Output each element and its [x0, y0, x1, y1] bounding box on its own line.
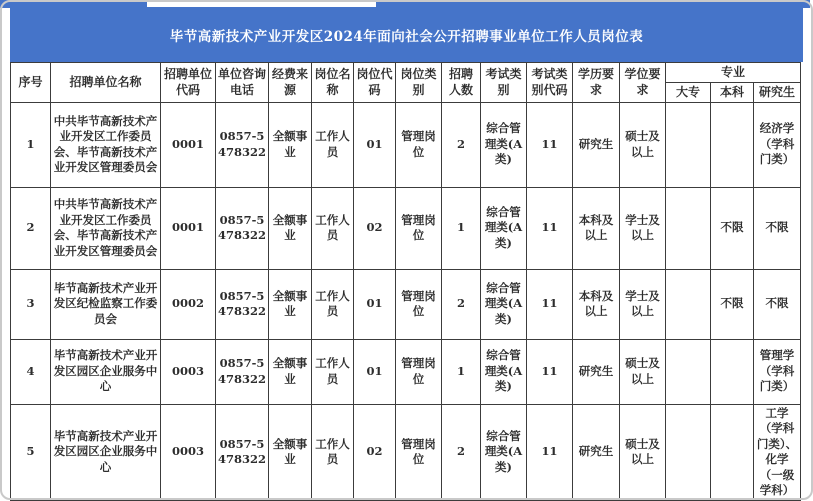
col-header-exam-code: 考试类别代码 — [527, 63, 573, 103]
positions-table — [10, 62, 801, 501]
col-header-headcount: 招聘人数 — [442, 63, 481, 103]
cell-phone: 0857-5478322 — [216, 339, 269, 404]
cell-funding: 全额事业 — [269, 187, 312, 269]
cell-headcount: 2 — [442, 269, 481, 339]
cell-exam-type: 综合管理类(A类) — [481, 339, 527, 404]
cell-major-associate — [666, 269, 711, 339]
col-header-unit-name: 招聘单位名称 — [51, 63, 161, 103]
cell-major-graduate: 工学（学科门类）、化学（一级学科） — [754, 404, 801, 500]
cell-major-associate — [666, 404, 711, 500]
cell-exam-code: 11 — [527, 269, 573, 339]
cell-headcount: 1 — [442, 187, 481, 269]
col-header-phone: 单位咨询电话 — [216, 63, 269, 103]
cell-funding: 全额事业 — [269, 269, 312, 339]
cell-major-bachelor — [711, 404, 754, 500]
cell-exam-type: 综合管理类(A类) — [481, 404, 527, 500]
cell-major-graduate: 经济学（学科门类） — [754, 102, 801, 187]
cell-degree: 硕士及以上 — [620, 102, 666, 187]
cell-unit-code: 0003 — [161, 339, 216, 404]
col-header-degree: 学位要求 — [620, 63, 666, 103]
cell-education: 研究生 — [573, 404, 620, 500]
cell-seq: 4 — [11, 339, 51, 404]
cell-funding: 全额事业 — [269, 339, 312, 404]
cell-exam-type: 综合管理类(A类) — [481, 269, 527, 339]
cell-headcount: 2 — [442, 404, 481, 500]
cell-degree: 学士及以上 — [620, 269, 666, 339]
col-header-major-bachelor: 本科 — [711, 82, 754, 102]
cell-major-graduate: 管理学（学科门类） — [754, 339, 801, 404]
cell-post-name: 工作人员 — [312, 102, 354, 187]
cell-major-associate — [666, 102, 711, 187]
cell-seq: 2 — [11, 187, 51, 269]
col-header-major-graduate: 研究生 — [754, 82, 801, 102]
cell-seq: 1 — [11, 102, 51, 187]
cell-post-code: 02 — [354, 187, 396, 269]
cell-unit-code: 0002 — [161, 269, 216, 339]
cell-exam-code: 11 — [527, 404, 573, 500]
cell-exam-code: 11 — [527, 187, 573, 269]
cell-education: 本科及以上 — [573, 269, 620, 339]
cell-unit-name: 中共毕节高新技术产业开发区工作委员会、毕节高新技术产业开发区管理委员会 — [51, 102, 161, 187]
cell-post-type: 管理岗位 — [396, 404, 442, 500]
table-row — [11, 339, 801, 404]
cell-unit-name: 毕节高新技术产业开发区园区企业服务中心 — [51, 339, 161, 404]
table-row — [11, 269, 801, 339]
table-row — [11, 102, 801, 187]
col-header-major-associate: 大专 — [666, 82, 711, 102]
col-header-seq: 序号 — [11, 63, 51, 103]
cell-degree: 学士及以上 — [620, 187, 666, 269]
cell-major-bachelor — [711, 339, 754, 404]
col-header-post-name: 岗位名称 — [312, 63, 354, 103]
cell-major-graduate: 不限 — [754, 187, 801, 269]
cell-post-code: 02 — [354, 404, 396, 500]
col-header-post-code: 岗位代码 — [354, 63, 396, 103]
cell-major-associate — [666, 187, 711, 269]
cell-headcount: 2 — [442, 102, 481, 187]
cell-unit-code: 0001 — [161, 187, 216, 269]
col-header-post-type: 岗位类别 — [396, 63, 442, 103]
cell-phone: 0857-5478322 — [216, 404, 269, 500]
cell-post-type: 管理岗位 — [396, 339, 442, 404]
cell-seq: 5 — [11, 404, 51, 500]
table-row — [11, 187, 801, 269]
cell-seq: 3 — [11, 269, 51, 339]
cell-post-name: 工作人员 — [312, 404, 354, 500]
cell-exam-code: 11 — [527, 102, 573, 187]
cell-post-type: 管理岗位 — [396, 269, 442, 339]
cell-major-bachelor — [711, 102, 754, 187]
cell-unit-name: 毕节高新技术产业开发区纪检监察工作委员会 — [51, 269, 161, 339]
cell-headcount: 1 — [442, 339, 481, 404]
cell-unit-name: 中共毕节高新技术产业开发区工作委员会、毕节高新技术产业开发区管理委员会 — [51, 187, 161, 269]
cell-exam-type: 综合管理类(A类) — [481, 102, 527, 187]
table-title: 毕节高新技术产业开发区2024年面向社会公开招聘事业单位工作人员岗位表 — [169, 28, 644, 45]
col-header-education: 学历要求 — [573, 63, 620, 103]
cell-degree: 硕士及以上 — [620, 339, 666, 404]
cell-exam-type: 综合管理类(A类) — [481, 187, 527, 269]
cell-funding: 全额事业 — [269, 102, 312, 187]
cell-phone: 0857-5478322 — [216, 102, 269, 187]
header-row — [11, 63, 801, 83]
cell-post-type: 管理岗位 — [396, 187, 442, 269]
cell-major-bachelor: 不限 — [711, 187, 754, 269]
cell-education: 研究生 — [573, 339, 620, 404]
cell-post-type: 管理岗位 — [396, 102, 442, 187]
cell-post-name: 工作人员 — [312, 187, 354, 269]
cell-major-bachelor: 不限 — [711, 269, 754, 339]
positions-table-wrapper — [10, 62, 800, 501]
cell-exam-code: 11 — [527, 339, 573, 404]
col-header-funding: 经费来源 — [269, 63, 312, 103]
cell-education: 本科及以上 — [573, 187, 620, 269]
col-header-unit-code: 招聘单位代码 — [161, 63, 216, 103]
table-row — [11, 404, 801, 500]
cell-degree: 硕士及以上 — [620, 404, 666, 500]
cell-post-name: 工作人员 — [312, 339, 354, 404]
col-header-exam-type: 考试类别 — [481, 63, 527, 103]
cell-major-associate — [666, 339, 711, 404]
cell-phone: 0857-5478322 — [216, 269, 269, 339]
cell-funding: 全额事业 — [269, 404, 312, 500]
col-header-major-group: 专业 — [666, 63, 801, 83]
cell-unit-code: 0001 — [161, 102, 216, 187]
cell-post-code: 01 — [354, 102, 396, 187]
title-banner — [10, 7, 803, 62]
cell-post-name: 工作人员 — [312, 269, 354, 339]
cell-education: 研究生 — [573, 102, 620, 187]
cell-unit-name: 毕节高新技术产业开发区园区企业服务中心 — [51, 404, 161, 500]
cell-post-code: 01 — [354, 339, 396, 404]
cell-post-code: 01 — [354, 269, 396, 339]
cell-major-graduate: 不限 — [754, 269, 801, 339]
cell-unit-code: 0003 — [161, 404, 216, 500]
cell-phone: 0857-5478322 — [216, 187, 269, 269]
